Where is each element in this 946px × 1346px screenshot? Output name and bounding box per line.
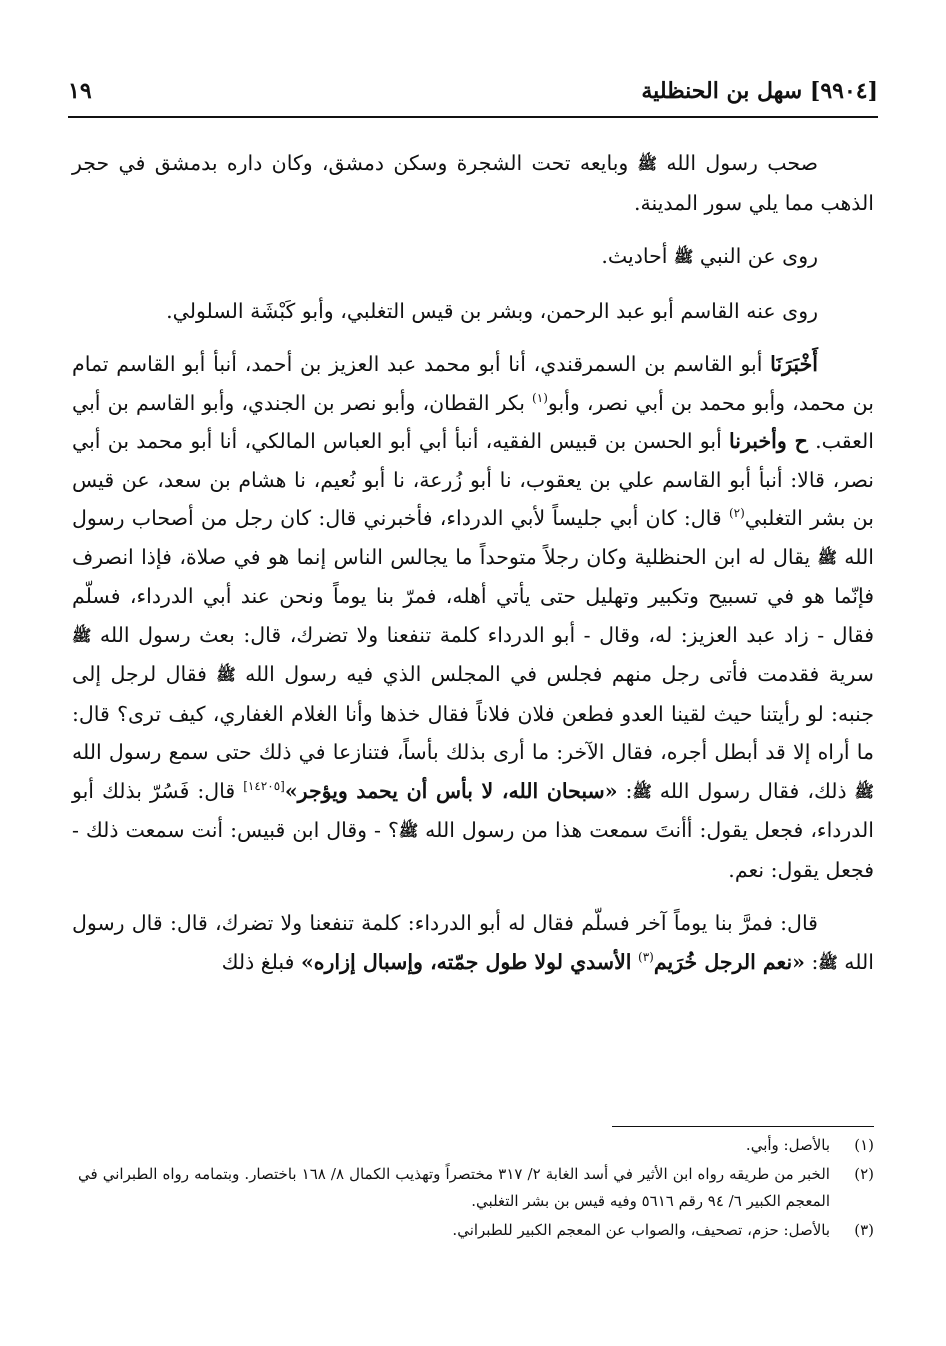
footnote-2 (78, 1161, 874, 1215)
salawat-glyph: ﷺ (818, 952, 838, 972)
text-span: وبايعه تحت الشجرة وسكن دمشق، وكان داره بدمشق في حجر الذهب مما يلي سور المدينة. (72, 151, 874, 215)
salawat-glyph: ﷺ (817, 547, 837, 567)
footnote-ref-3: (٣) (638, 949, 654, 964)
text-span: أبو الحسن بن قبيس الفقيه، أنبأ أبي أبو العباس المالكي، أنا أبو محمد بن أبي نصر، قالا: أنبأ أبو القاسم علي بن يعقوب، نا أبو زُرعة، نا أبو نُعيم، نا هشام بن سعد، عن قيس بن بشر التغلبي (72, 429, 874, 530)
footnotes (78, 1132, 874, 1244)
text-span: قال: فمرَّ بنا يوماً آخر فسلّم فقال له أبو الدرداء: كلمة تنفعنا ولا تضرك، قال: قال رسول الله (72, 911, 874, 974)
akhbarana-heading: أَخْبَرَنَا (770, 352, 818, 376)
text-span: قال: فَسُرّ بذلك أبو الدرداء، فجعل يقول: أأنتَ سمعت هذا من رسول الله (72, 778, 874, 842)
footnote-rule (612, 1126, 874, 1127)
footnote-text: بالأصل: وأبي. (745, 1136, 830, 1154)
text-span: ؟ - وقال ابن قبيس: أنت سمعت ذلك - فجعل يقول: نعم. (72, 818, 874, 882)
ha-wa-akhbarana: ح وأخبرنا (729, 429, 808, 453)
paragraph-2 (72, 237, 874, 277)
footnote-3 (78, 1217, 874, 1244)
footnote-number: (٢) (854, 1165, 874, 1183)
page-number: ١٩ (68, 78, 92, 104)
hadith-quote: «سبحان الله، لا بأس أن يحمد ويؤجر» (284, 778, 618, 803)
salawat-glyph: ﷺ (216, 665, 236, 684)
salawat-glyph: ﷺ (632, 781, 652, 801)
text-span: أحاديث. (601, 244, 668, 268)
header-rule (68, 116, 878, 118)
text-span: روى عن النبي (699, 244, 818, 268)
salawat-glyph: ﷺ (637, 154, 657, 173)
hadith-quote: الأسدي لولا طول جمّته، وإسبال إزاره» (300, 949, 632, 974)
header-title: [٩٩٠٤] سهل بن الحنظلية (641, 78, 878, 104)
text-span: قال: كان أبي جليساً لأبي الدرداء، فأخبرني قال: كان رجل من أصحاب رسول الله (72, 506, 874, 569)
text-span: يقال له ابن الحنظلية وكان رجلاً متوحداً ما يجالس الناس إنما هو في صلاة، فإذا انصرف فإنّما هو في تسبيح وتكبير وتهليل حتى يأتي أهله، فمرّ بنا يوماً ونحن عند أبي الدرداء، فسلّم فقال - زاد عبد العزيز: له، وقال - أبو الدرداء كلمة تنفعنا ولا تضرك، قال: بعث رسول الله (72, 544, 874, 647)
salawat-glyph: ﷺ (398, 821, 419, 840)
text-span: سرية فقدمت فأتى رجل منهم فجلس في المجلس الذي فيه رسول الله (245, 662, 874, 686)
text-span: بكر القطان، وأبو نصر بن الجندي، وأبو القاسم بن أبي العقب. (72, 390, 874, 453)
salawat-glyph: ﷺ (72, 625, 92, 645)
running-header (68, 72, 878, 114)
text-span: ذلك، فقال رسول الله (659, 778, 847, 803)
paragraph-1 (72, 144, 874, 222)
text-span: فبلغ ذلك (221, 949, 295, 974)
paragraph-5: قال: فمرَّ بنا يوماً آخر فسلّم فقال له أبو الدرداء: كلمة تنفعنا ولا تضرك، قال: قال رسول الله ﷺ: «نعم الرجل خُرَيم$^{(٣)}$ الأسدي لولا طول جمّته، وإسبال إزاره» فبلغ ذلك (72, 911, 874, 974)
paragraph-3: روى عنه القاسم أبو عبد الرحمن، وبشر بن قيس التغلبي، وأبو كَبْشَة السلولي. (166, 298, 818, 323)
footnote-ref-1: (١) (532, 390, 548, 405)
text-span: صحب رسول الله (666, 151, 818, 175)
footnote-text: بالأصل: حزم، تصحيف، والصواب عن المعجم الكبير للطبراني. (452, 1221, 830, 1239)
paragraph-4: أَخْبَرَنَا أبو القاسم بن السمرقندي، أنا أبو محمد عبد العزيز بن أحمد، أنبأ أبو القاسم تمام بن محمد، وأبو محمد بن أبي نصر، وأبو$^{(١)}$ بكر القطان، وأبو نصر بن الجندي، وأبو القاسم بن أبي العقب. ح وأخبرنا أبو الحسن بن قبيس الفقيه، أنبأ أبي أبو العباس المالكي، أنا أبو محمد بن أبي نصر، قالا: أنبأ أبو القاسم علي بن يعقوب، نا أبو زُرعة، نا أبو نُعيم، نا هشام بن سعد، عن قيس بن بشر التغلبي$^{(٢)}$ قال: كان أبي جليساً لأبي الدرداء، فأخبرني قال: كان رجل من أصحاب رسول الله ﷺ يقال له ابن الحنظلية وكان رجلاً متوحداً ما يجالس الناس إنما هو في صلاة، فإذا انصرف فإنّما هو في تسبيح وتكبير وتهليل حتى يأتي أهله، فمرّ بنا يوماً ونحن عند أبي الدرداء، فسلّم فقال - زاد عبد العزيز: له، وقال - أبو الدرداء كلمة تنفعنا ولا تضرك، قال: بعث رسول الله ﷺ سرية فقدمت فأتى رجل منهم فجلس في المجلس الذي فيه رسول الله ﷺ فقال لرجل إلى جنبه: لو رأيتنا حيث لقينا العدو فطعن فلان فلاناً فقال خذها وأنا الغلام الغفاري، كيف ترى؟ قال: ما أراه إلا قد أبطل أجره، فقال الآخر: ما أرى بذلك بأساً، فتنازعا في ذلك حتى سمع رسول الله ﷺ ذلك، فقال رسول الله ﷺ: «سبحان الله، لا بأس أن يحمد ويؤجر»[١٤٢٠٥] قال: فَسُرّ بذلك أبو الدرداء، فجعل يقول: أأنتَ سمعت هذا من رسول الله ﷺ؟ - وقال ابن قبيس: أنت سمعت ذلك - فجعل يقول: نعم. (72, 352, 874, 882)
salawat-glyph: ﷺ (854, 781, 874, 801)
footnote-ref-2: (٢) (728, 506, 745, 521)
hadith-number: [١٤٢٠٥] (243, 778, 285, 793)
footnote-1 (78, 1132, 874, 1159)
text-span: أبو القاسم بن السمرقندي، أنا أبو محمد عبد العزيز بن أحمد، أنبأ أبو القاسم تمام بن محمد، وأبو محمد بن أبي نصر، وأبو (72, 352, 874, 415)
footnote-number: (١) (854, 1136, 874, 1154)
text-span: فقال لرجل إلى جنبه: لو رأيتنا حيث لقينا العدو فطعن فلان فلاناً فقال خذها وأنا الغلام الغفاري، كيف ترى؟ قال: ما أراه إلا قد أبطل أجره، فقال الآخر: ما أرى بذلك بأساً، فتنازعا في ذلك حتى سمع رسول الله (72, 662, 874, 764)
footnote-text: الخبر من طريقه رواه ابن الأثير في أسد الغابة ٢/ ٣١٧ مختصراً وتهذيب الكمال ٨/ ١٦٨ باختصار. وبتمامه رواه الطبراني في المعجم الكبير ٦/ ٩٤ رقم ٥٦١٦ وفيه قيس بن بشر التغلبي. (78, 1165, 830, 1210)
main-text (72, 144, 874, 982)
salawat-glyph: ﷺ (674, 247, 694, 266)
footnote-number: (٣) (854, 1221, 874, 1239)
hadith-quote: «نعم الرجل خُرَيم (653, 949, 805, 974)
